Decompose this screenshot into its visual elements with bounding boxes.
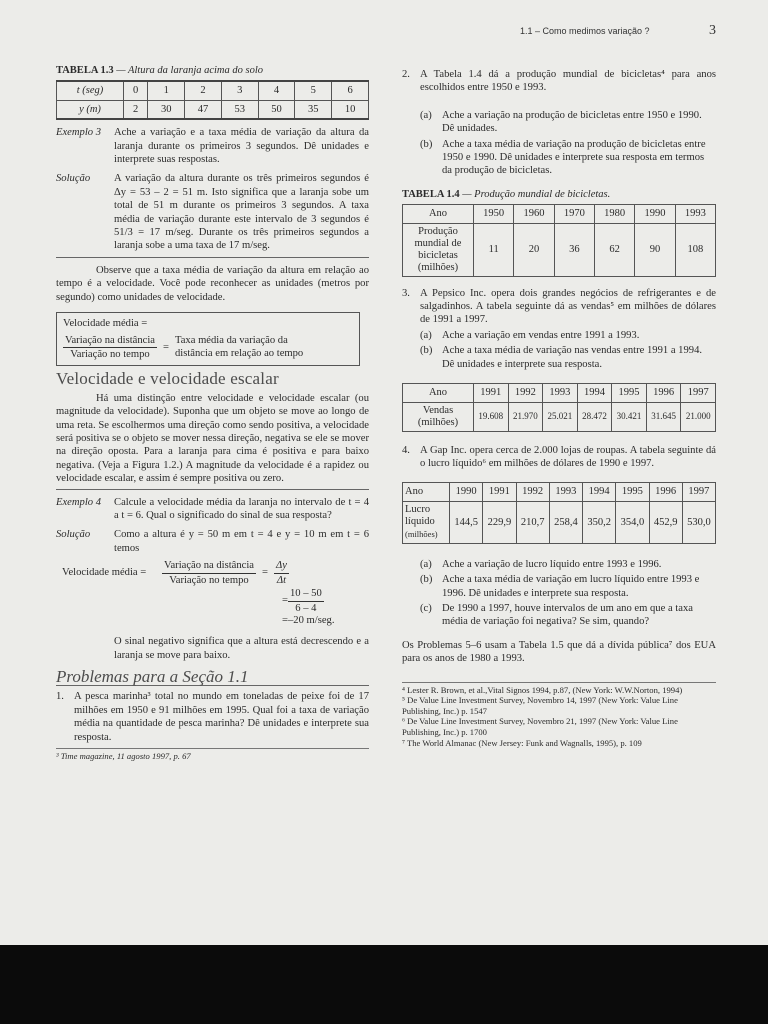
example-4: Exemplo 4 Calcule a velocidade média da laranja no intervalo de t = 4 a t = 6. Qual o significado do sinal de sua resposta? [56,496,369,521]
table-row: Ano 1950 1960 1970 1980 1990 1993 [403,205,716,223]
table-1-3 [56,80,369,120]
example-4-solution: Solução Como a altura é y = 50 m em t = 4 e y = 10 m em t = 6 temos [56,529,369,554]
table-row: Ano 1991 1992 1993 1994 1995 1996 1997 [403,384,716,402]
running-head: 1.1 – Como medimos variação ? [520,26,650,36]
problem-4b: (b) Ache a taxa média de variação em lucro líquido entre 1993 e 1996. Dê unidades e interprete sua resposta. [420,574,700,599]
problem-2b: (b) Ache a taxa média de variação na produção de bicicletas entre 1950 e 1990. Dê unidades e interprete sua resposta em termos da produção de bicicletas. [420,138,706,177]
footnotes: ⁴ Lester R. Brown, et al.,Vital Signos 1994, p.87, (New York: W.W.Norton, 1994) ⁵ De Value Line Investment Survey, Novembro 14, 1997 (New York: Value Line Publishing, Inc.) p. 1547 ⁶ De Value Line Investment Survey, Novembro 21, 1997 (New York: Value Line Publishing, Inc.) p. 1700 ⁷ The World Almanac (New Jersey: Funk and Wagnalls, 1995), p. 109 [402,682,716,749]
example-3: Exemplo 3 Ache a variação e a taxa média de variação da altura da laranja durante os primeiros 3 segundos. Dê unidades e interprete suas respostas. [56,127,369,166]
table-row: t (seg) 0 1 2 3 4 5 6 [57,81,369,100]
problem-4c: (c) De 1990 a 1997, houve intervalos de um ano em que a taxa média de variação foi negativa? Se sim, quando? [420,602,693,628]
table-1-4-title: TABELA 1.4 — Produção mundial de bicicletas. [402,188,611,200]
table-row: y (m) 2 30 47 53 50 35 10 [57,100,369,119]
problem-3b: (b) Ache a taxa média de variação nas vendas entre 1991 a 1994. Dê unidades e interprete sua resposta. [420,345,703,370]
section-heading: Velocidade e velocidade escalar [56,369,279,389]
table-row: Lucro líquido (milhões) 144,5 229,9 210,7 258,4 350,2 354,0 452,9 530,0 [403,501,716,543]
gap-profit-table [402,482,716,543]
table-1-4 [402,204,716,276]
left-column [56,64,369,762]
table-row: Produção mundial de bicicletas (milhões) 11 20 36 62 90 108 [403,223,716,276]
negative-note: O sinal negativo significa que a altura está decrescendo e a laranja se move para baixo. [114,636,369,661]
average-velocity-box: Velocidade média = $\frac{\text{Variação na distância}}{\text{Variação no tempo}}$ = Taxa média da variação da distância em relação ao tempo [56,312,360,366]
example-3-solution: Solução A variação da altura durante os três primeiros segundos é Δy = 53 – 2 = 51 m. Isto significa que a laranja sobe um total de 51 m durante os primeiros 3 segundos. A taxa média de variação durante este intervalo de 3 segundos é 51/3 = 17 m/seg. Durante os três primeiros segundos a laranja sobe a uma taxa de 17 m/seg. [56,173,369,252]
problems-heading: Problemas para a Seção 1.1 [56,670,369,686]
problems-5-6-intro: Os Problemas 5–6 usam a Tabela 1.5 que dá a dívida pública⁷ dos EUA para os anos de 1980 a 1993. [402,639,716,665]
problem-1: 1. A pesca marinha³ total no mundo em toneladas de peixe foi de 17 milhões em 1950 e 91 milhões em 1995. Qual foi a taxa de variação média na quantidade de pesca marinha? Dê unidades e interprete sua resposta. [56,691,369,743]
table-1-3-title: TABELA 1.3 — Altura da laranja acima do solo [56,65,264,76]
divider [56,489,369,490]
problem-2a: (a) Ache a variação na produção de bicicletas entre 1950 e 1990. Dê unidades. [420,109,702,135]
problem-3: 3. A Pepsico Inc. opera dois grandes negócios de refrigerantes e de salgadinhos. A tabela seguinte dá as vendas⁵ em milhões de dólares de 1991 a 1997. [402,287,716,326]
table-row: Vendas (milhões) 19.608 21.970 25.021 28.472 30.421 31.645 21.000 [403,402,716,431]
problem-3a: (a) Ache a variação em vendas entre 1991 a 1993. [420,329,640,341]
right-column [402,64,716,748]
page-number: 3 [709,23,716,38]
table-row: Ano 1990 1991 1992 1993 1994 1995 1996 1997 [403,483,716,501]
divider [56,257,369,258]
observe-paragraph: Observe que a taxa média de variação da altura em relação ao tempo é a velocidade. Você pode reconhecer as unidades (metros por segundo) como unidades de velocidade. [56,264,369,303]
problem-4a: (a) Ache a variação de lucro líquido entre 1993 e 1996. [420,558,662,570]
velocity-fraction: $\frac{\text{Variação na distância}}{\text{Variação no tempo}}$ [65,334,155,360]
footnote: ³ Time magazine, 11 agosto 1997, p. 67 [56,748,369,762]
scan-bottom-border [0,945,768,1024]
sales-table [402,383,716,431]
problem-2: 2. A Tabela 1.4 dá a produção mundial de bicicletas⁴ para anos escolhidos entre 1950 e 1993. [402,69,716,94]
section-paragraph: Há uma distinção entre velocidade e velocidade escalar (ou magnitude da velocidade). Suponha que um objeto se move ao longo de uma reta. Se escolhermos uma direção como sendo positiva, a velocidade será positiva se o objeto se mover nessa direção, negativa se ele se mover na direção oposta. Para a laranja para cima é positiva e para baixo negativa. (Veja a Figura 1.2.) A magnitude da velocidade é a rapidez ou velocidade escalar, e assim é sempre positiva ou zero. [56,392,369,485]
problem-4: 4. A Gap Inc. opera cerca de 2.000 lojas de roupas. A tabela seguinte dá o lucro líquido⁶ em milhões de dólares de 1990 e 1997. [402,444,716,469]
velocity-derivation: Velocidade média = $\frac{\text{Variação na distância}}{\text{Variação no tempo}}$ = $\frac{\Delta y}{\Delta t}$ = $\frac{10 - 50}{6 - 4}$ =–20 m/seg. [62,560,335,627]
